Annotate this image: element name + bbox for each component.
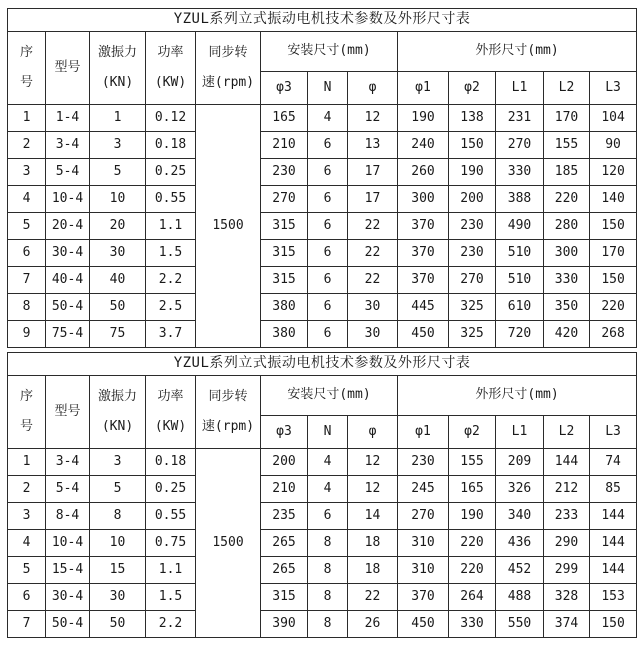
table-cell: 200 [261,449,308,476]
table-row [8,240,637,267]
table-cell: 14 [348,503,398,530]
table-cell: 22 [348,584,398,611]
table-cell: 265 [261,557,308,584]
table-cell: 315 [261,584,308,611]
header-phi: φ [348,416,398,449]
table-cell: 270 [398,503,449,530]
header-group-row [8,376,637,416]
table-cell: 1 [8,449,46,476]
table-row [8,557,637,584]
table-cell: 18 [348,557,398,584]
table-cell: 233 [544,503,590,530]
table-cell: 1 [90,105,146,132]
table-cell: 450 [398,611,449,638]
table-cell: 264 [449,584,496,611]
table-cell: 3 [8,503,46,530]
table-cell: 30 [348,321,398,348]
header-phi2: φ2 [449,416,496,449]
table-cell: 220 [449,530,496,557]
table-cell: 230 [261,159,308,186]
table-cell: 452 [496,557,544,584]
table-row [8,503,637,530]
header-n: N [308,72,348,105]
table-cell: 144 [590,557,637,584]
table-cell: 85 [590,476,637,503]
table-cell: 0.55 [146,186,196,213]
table-cell: 140 [590,186,637,213]
table-cell: 265 [261,530,308,557]
header-power-line1: 功率 [157,389,184,404]
table-cell: 245 [398,476,449,503]
table-cell: 10-4 [46,186,90,213]
table-cell: 144 [544,449,590,476]
table-cell: 1.1 [146,557,196,584]
table-cell: 30-4 [46,584,90,611]
header-model: 型号 [46,32,90,105]
header-phi: φ [348,72,398,105]
table-cell: 75-4 [46,321,90,348]
table-cell: 26 [348,611,398,638]
speed-merged-cell: 1500 [196,449,261,638]
header-l2: L2 [544,416,590,449]
table-cell: 3 [90,132,146,159]
table-cell: 325 [449,294,496,321]
header-l3: L3 [590,72,637,105]
table-cell: 153 [590,584,637,611]
table-cell: 488 [496,584,544,611]
table-cell: 4 [308,105,348,132]
table-cell: 326 [496,476,544,503]
table-cell: 150 [590,267,637,294]
table-cell: 22 [348,213,398,240]
table-cell: 0.18 [146,132,196,159]
table-cell: 1 [8,105,46,132]
table-cell: 8 [308,584,348,611]
table-cell: 315 [261,267,308,294]
table-cell: 17 [348,186,398,213]
header-outline-group: 外形尺寸(mm) [398,376,637,416]
table-cell: 5 [90,476,146,503]
table-cell: 12 [348,105,398,132]
table-cell: 8 [90,503,146,530]
table-cell: 170 [590,240,637,267]
table-cell: 388 [496,186,544,213]
table-cell: 190 [449,159,496,186]
table-cell: 270 [496,132,544,159]
table-cell: 268 [590,321,637,348]
table-cell: 325 [449,321,496,348]
table-cell: 144 [590,530,637,557]
table-cell: 165 [449,476,496,503]
header-speed [196,376,261,449]
table-cell: 150 [449,132,496,159]
table-row [8,213,637,240]
table-body [8,449,637,638]
table-cell: 50-4 [46,611,90,638]
header-outline-group: 外形尺寸(mm) [398,32,637,72]
table-cell: 231 [496,105,544,132]
table-cell: 7 [8,611,46,638]
table-cell: 350 [544,294,590,321]
table-cell: 6 [308,294,348,321]
header-power [146,32,196,105]
table-cell: 2.2 [146,611,196,638]
header-l1: L1 [496,416,544,449]
header-model: 型号 [46,376,90,449]
table-cell: 6 [308,321,348,348]
table-cell: 8 [308,530,348,557]
table-cell: 5 [90,159,146,186]
table-cell: 290 [544,530,590,557]
table-cell: 6 [308,213,348,240]
table-cell: 510 [496,240,544,267]
table-cell: 6 [308,503,348,530]
table-cell: 155 [449,449,496,476]
table-cell: 270 [449,267,496,294]
header-power-line2: (KW) [154,75,187,90]
table-row [8,530,637,557]
table-cell: 436 [496,530,544,557]
table-cell: 3-4 [46,132,90,159]
table-cell: 6 [308,132,348,159]
table-cell: 370 [398,240,449,267]
table-cell: 4 [308,476,348,503]
table-cell: 30 [90,240,146,267]
table-cell: 370 [398,584,449,611]
header-speed [196,32,261,105]
header-force [90,376,146,449]
table-cell: 20 [90,213,146,240]
table-cell: 210 [261,132,308,159]
table-cell: 50 [90,611,146,638]
table-cell: 3 [8,159,46,186]
table-cell: 260 [398,159,449,186]
table-cell: 2 [8,132,46,159]
table-cell: 330 [544,267,590,294]
table-cell: 340 [496,503,544,530]
table-cell: 22 [348,240,398,267]
table-cell: 6 [308,267,348,294]
header-speed-line1: 同步转 [208,389,248,404]
table-cell: 144 [590,503,637,530]
table-cell: 190 [398,105,449,132]
table-cell: 50-4 [46,294,90,321]
table-cell: 510 [496,267,544,294]
table-cell: 6 [308,186,348,213]
table-title-row [8,353,637,376]
table-cell: 230 [449,240,496,267]
header-serial [8,32,46,105]
table-cell: 4 [8,186,46,213]
header-phi2: φ2 [449,72,496,105]
table-cell: 15 [90,557,146,584]
table-cell: 550 [496,611,544,638]
header-phi3: φ3 [261,72,308,105]
table-cell: 50 [90,294,146,321]
table-cell: 90 [590,132,637,159]
header-n: N [308,416,348,449]
table-cell: 104 [590,105,637,132]
table-cell: 212 [544,476,590,503]
table-cell: 1.5 [146,584,196,611]
header-l3: L3 [590,416,637,449]
table-cell: 1-4 [46,105,90,132]
table-cell: 210 [261,476,308,503]
header-power-line1: 功率 [157,45,184,60]
table-cell: 300 [544,240,590,267]
header-speed-line2: 速(rpm) [201,419,255,434]
table-cell: 185 [544,159,590,186]
table-cell: 1.1 [146,213,196,240]
table-cell: 17 [348,159,398,186]
header-force-line2: (KN) [101,75,134,90]
table-cell: 490 [496,213,544,240]
header-force-line1: 激振力 [97,45,137,60]
table-cell: 6 [308,240,348,267]
table-cell: 0.25 [146,159,196,186]
table-cell: 20-4 [46,213,90,240]
table-cell: 3 [90,449,146,476]
table-cell: 220 [590,294,637,321]
table-title-row [8,9,637,32]
header-force [90,32,146,105]
header-speed-line1: 同步转 [208,45,248,60]
table-row [8,105,637,132]
table-cell: 370 [398,213,449,240]
table-row [8,584,637,611]
table-cell: 2 [8,476,46,503]
table-cell: 12 [348,476,398,503]
header-power-line2: (KW) [154,419,187,434]
table-cell: 30 [348,294,398,321]
header-serial-line1: 序 [19,389,33,404]
table-cell: 30-4 [46,240,90,267]
table-cell: 380 [261,321,308,348]
table-cell: 40 [90,267,146,294]
table-title: YZUL系列立式振动电机技术参数及外形尺寸表 [8,9,637,32]
table-row [8,159,637,186]
table-cell: 235 [261,503,308,530]
table-cell: 380 [261,294,308,321]
table-cell: 4 [308,449,348,476]
table-cell: 330 [496,159,544,186]
header-serial-line2: 号 [19,419,33,434]
table-cell: 74 [590,449,637,476]
table-cell: 18 [348,530,398,557]
table-cell: 10 [90,186,146,213]
header-install-group: 安装尺寸(mm) [261,376,398,416]
table-cell: 5 [8,557,46,584]
table-cell: 170 [544,105,590,132]
spec-table-2 [7,352,637,638]
table-cell: 445 [398,294,449,321]
table-cell: 240 [398,132,449,159]
table-cell: 15-4 [46,557,90,584]
table-cell: 315 [261,240,308,267]
table-cell: 0.12 [146,105,196,132]
header-serial [8,376,46,449]
table-cell: 12 [348,449,398,476]
table-cell: 374 [544,611,590,638]
table-cell: 150 [590,611,637,638]
table-cell: 209 [496,449,544,476]
table-cell: 13 [348,132,398,159]
table-row [8,476,637,503]
table-row [8,294,637,321]
table-cell: 6 [8,240,46,267]
table-cell: 165 [261,105,308,132]
table-cell: 0.25 [146,476,196,503]
table-row [8,321,637,348]
table-cell: 190 [449,503,496,530]
header-phi3: φ3 [261,416,308,449]
table-cell: 9 [8,321,46,348]
table-cell: 8 [308,557,348,584]
table-cell: 450 [398,321,449,348]
table-cell: 220 [544,186,590,213]
table-body [8,105,637,348]
table-cell: 420 [544,321,590,348]
header-phi1: φ1 [398,72,449,105]
table-cell: 5-4 [46,159,90,186]
table-cell: 8 [308,611,348,638]
header-l2: L2 [544,72,590,105]
table-cell: 5 [8,213,46,240]
table-cell: 370 [398,267,449,294]
table-cell: 1.5 [146,240,196,267]
header-force-line2: (KN) [101,419,134,434]
table-cell: 4 [8,530,46,557]
table-cell: 8-4 [46,503,90,530]
table-cell: 6 [308,159,348,186]
header-install-group: 安装尺寸(mm) [261,32,398,72]
table-cell: 720 [496,321,544,348]
table-cell: 10 [90,530,146,557]
table-cell: 310 [398,530,449,557]
table-cell: 330 [449,611,496,638]
table-cell: 315 [261,213,308,240]
table-cell: 220 [449,557,496,584]
header-speed-line2: 速(rpm) [201,75,255,90]
header-serial-line2: 号 [19,75,33,90]
table-row [8,186,637,213]
table-cell: 138 [449,105,496,132]
table-cell: 3-4 [46,449,90,476]
table-cell: 10-4 [46,530,90,557]
table-cell: 328 [544,584,590,611]
table-row [8,132,637,159]
table-row [8,267,637,294]
table-cell: 0.55 [146,503,196,530]
speed-merged-cell: 1500 [196,105,261,348]
table-cell: 2.5 [146,294,196,321]
header-force-line1: 激振力 [97,389,137,404]
table-cell: 3.7 [146,321,196,348]
table-cell: 299 [544,557,590,584]
table-cell: 390 [261,611,308,638]
table-cell: 75 [90,321,146,348]
table-cell: 40-4 [46,267,90,294]
table-cell: 610 [496,294,544,321]
table-cell: 230 [449,213,496,240]
table-cell: 310 [398,557,449,584]
table-cell: 7 [8,267,46,294]
table-cell: 8 [8,294,46,321]
table-cell: 200 [449,186,496,213]
header-l1: L1 [496,72,544,105]
header-group-row [8,32,637,72]
header-phi1: φ1 [398,416,449,449]
spec-table-1 [7,8,637,348]
table-cell: 0.18 [146,449,196,476]
table-cell: 270 [261,186,308,213]
table-title: YZUL系列立式振动电机技术参数及外形尺寸表 [8,353,637,376]
table-cell: 230 [398,449,449,476]
table-cell: 2.2 [146,267,196,294]
table-cell: 280 [544,213,590,240]
table-cell: 30 [90,584,146,611]
table-cell: 5-4 [46,476,90,503]
header-power [146,376,196,449]
table-cell: 120 [590,159,637,186]
table-cell: 22 [348,267,398,294]
table-cell: 300 [398,186,449,213]
table-cell: 0.75 [146,530,196,557]
table-row [8,611,637,638]
table-cell: 150 [590,213,637,240]
table-cell: 6 [8,584,46,611]
table-cell: 155 [544,132,590,159]
table-row [8,449,637,476]
header-serial-line1: 序 [19,45,33,60]
